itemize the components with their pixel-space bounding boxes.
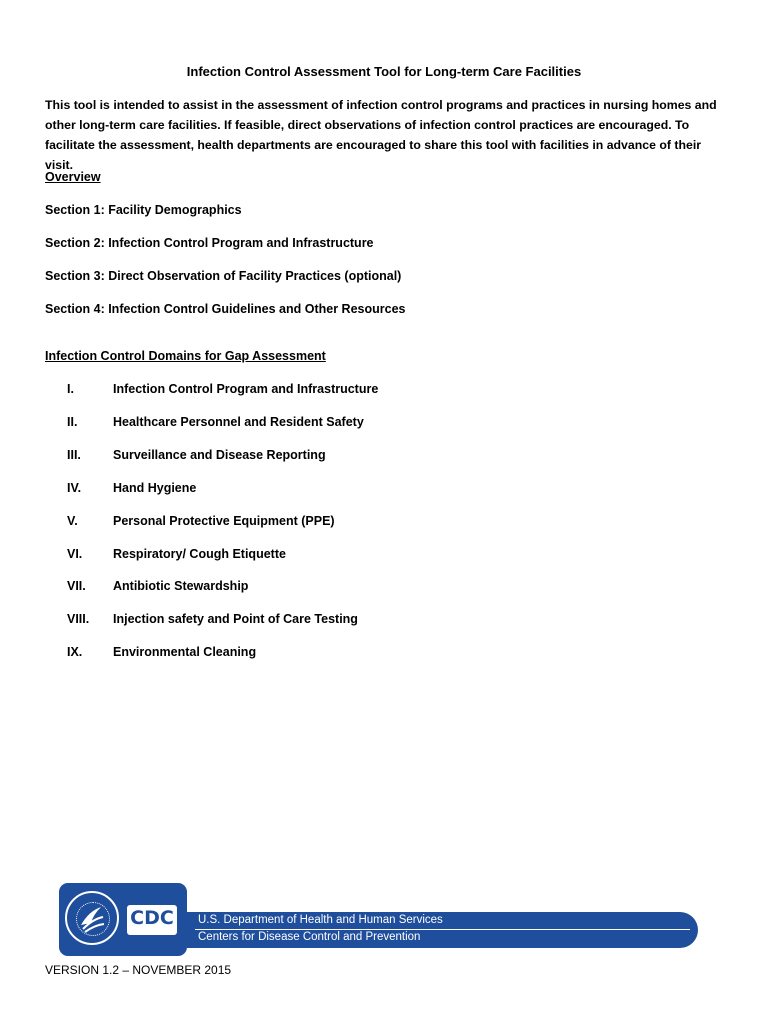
domains-heading: Infection Control Domains for Gap Assessment bbox=[45, 349, 326, 363]
domain-label: Infection Control Program and Infrastructure bbox=[113, 382, 379, 396]
hhs-seal-icon bbox=[65, 891, 119, 945]
domain-number: III. bbox=[67, 448, 81, 462]
section-1: Section 1: Facility Demographics bbox=[45, 203, 242, 217]
domain-number: V. bbox=[67, 514, 78, 528]
domain-number: IX. bbox=[67, 645, 83, 659]
domain-label: Environmental Cleaning bbox=[113, 645, 257, 659]
domain-number: II. bbox=[67, 415, 78, 429]
cdc-wordmark: CDC bbox=[127, 905, 177, 935]
intro-paragraph: This tool is intended to assist in the assessment of infection control programs and practices in nursing homes and other long-term care facilities. If feasible, direct observations of infection control practices are encouraged. To facilitate the assessment, health departments are encouraged to share this tool with facilities in advance of their visit. bbox=[45, 98, 717, 172]
domain-number: I. bbox=[67, 382, 74, 396]
domain-label: Respiratory/ Cough Etiquette bbox=[113, 547, 286, 561]
domain-label: Antibiotic Stewardship bbox=[113, 579, 249, 593]
cdc-agency-name: Centers for Disease Control and Prevention bbox=[198, 931, 421, 943]
cdc-logo bbox=[59, 883, 187, 956]
domain-number: VIII. bbox=[67, 612, 90, 626]
document-title: Infection Control Assessment Tool for Long-term Care Facilities bbox=[186, 64, 582, 79]
section-4: Section 4: Infection Control Guidelines and Other Resources bbox=[45, 302, 406, 316]
domain-number: VII. bbox=[67, 579, 86, 593]
section-3: Section 3: Direct Observation of Facility Practices (optional) bbox=[45, 269, 402, 283]
domain-label: Healthcare Personnel and Resident Safety bbox=[113, 415, 364, 429]
agency-banner bbox=[187, 912, 698, 948]
domain-number: VI. bbox=[67, 547, 83, 561]
domain-label: Surveillance and Disease Reporting bbox=[113, 448, 326, 462]
domain-label: Personal Protective Equipment (PPE) bbox=[113, 514, 335, 528]
section-2: Section 2: Infection Control Program and Infrastructure bbox=[45, 236, 374, 250]
domain-label: Injection safety and Point of Care Testing bbox=[113, 612, 358, 626]
domain-label: Hand Hygiene bbox=[113, 481, 197, 495]
hhs-agency-name: U.S. Department of Health and Human Services bbox=[198, 914, 443, 926]
banner-divider bbox=[195, 929, 690, 930]
domain-number: IV. bbox=[67, 481, 82, 495]
overview-heading: Overview bbox=[45, 170, 101, 184]
version-label: VERSION 1.2 – NOVEMBER 2015 bbox=[45, 963, 232, 977]
